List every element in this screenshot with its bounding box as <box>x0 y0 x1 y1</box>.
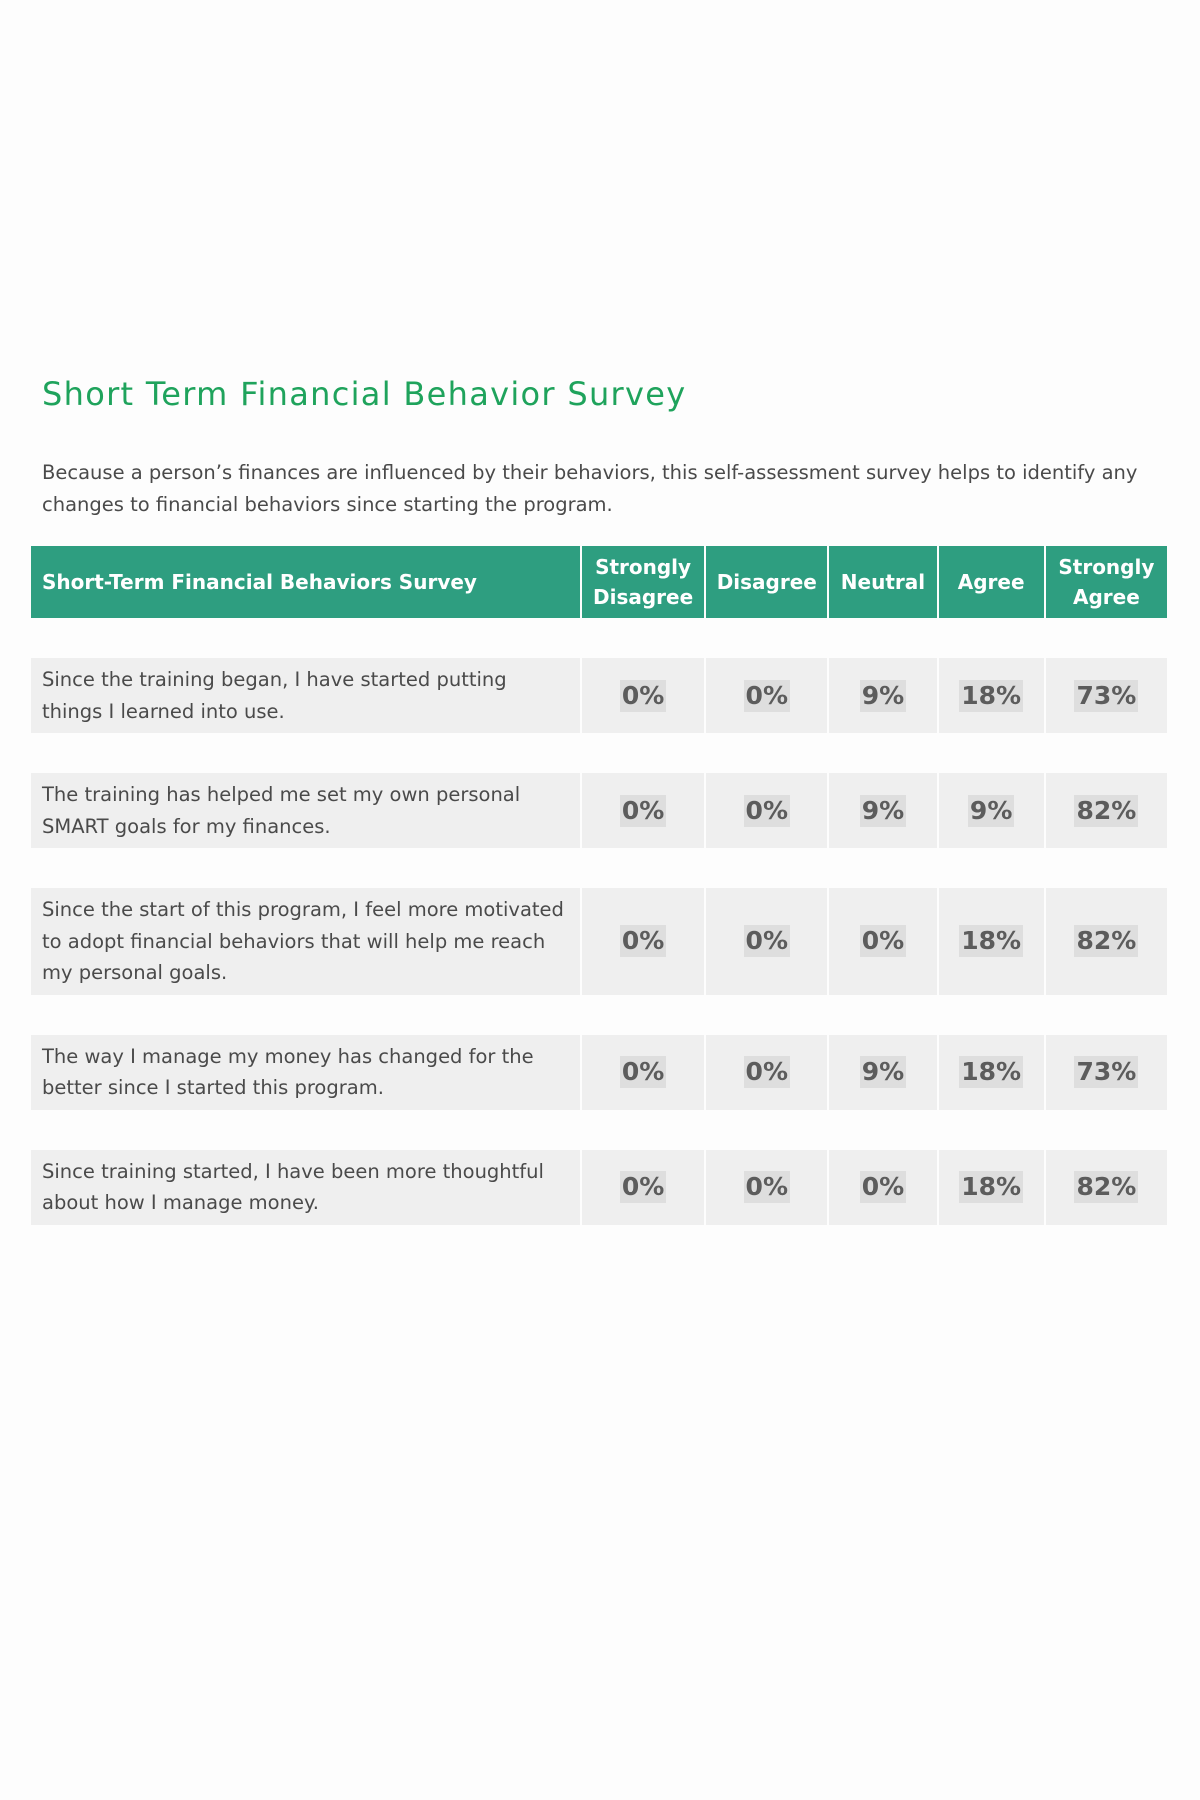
cell-agree <box>939 658 1044 733</box>
percent-value: 0% <box>621 795 665 825</box>
table-header <box>31 546 1167 618</box>
cell-neutral <box>829 773 936 848</box>
cell-strongly-disagree <box>582 1035 704 1110</box>
row-question: Since the training began, I have started putting things I learned into use. <box>31 658 580 733</box>
cell-disagree <box>706 1150 827 1225</box>
header-question: Short-Term Financial Behaviors Survey <box>31 546 580 618</box>
cell-agree <box>939 888 1044 995</box>
cell-neutral <box>829 1150 936 1225</box>
cell-disagree <box>706 658 827 733</box>
cell-strongly-disagree <box>582 658 704 733</box>
percent-value: 9% <box>861 795 905 825</box>
percent-value: 0% <box>621 1057 665 1086</box>
percent-value: 9% <box>861 680 905 710</box>
table-row <box>31 658 1167 733</box>
percent-value: 0% <box>745 1172 788 1201</box>
percent-value: 0% <box>745 1057 788 1086</box>
table-body <box>31 658 1167 1225</box>
header-agree: Agree <box>939 546 1044 618</box>
percent-value: 82% <box>1076 926 1137 956</box>
table-row <box>31 1035 1167 1110</box>
cell-agree <box>939 773 1044 848</box>
percent-value: 18% <box>961 680 1022 710</box>
cell-agree <box>939 1035 1044 1110</box>
intro-paragraph: Because a person’s finances are influenced by their behaviors, this self-assessment survey helps to identify any changes to financial behaviors since starting the program. <box>42 461 1138 516</box>
percent-value: 82% <box>1076 795 1137 825</box>
header-disagree: Disagree <box>706 546 827 618</box>
cell-disagree <box>706 1035 827 1110</box>
table-row <box>31 888 1167 995</box>
percent-value: 0% <box>745 926 788 956</box>
cell-disagree <box>706 888 827 995</box>
percent-value: 0% <box>745 680 788 710</box>
cell-disagree <box>706 773 827 848</box>
percent-value: 0% <box>621 926 665 956</box>
cell-agree <box>939 1150 1044 1225</box>
cell-neutral <box>829 888 936 995</box>
cell-strongly-agree <box>1046 888 1167 995</box>
row-question: The training has helped me set my own personal SMART goals for my finances. <box>31 773 580 848</box>
percent-value: 0% <box>745 795 788 825</box>
percent-value: 73% <box>1076 1057 1137 1086</box>
percent-value: 18% <box>961 1057 1022 1086</box>
header-neutral: Neutral <box>829 546 936 618</box>
row-question: The way I manage my money has changed for the better since I started this program. <box>31 1035 580 1110</box>
cell-strongly-agree <box>1046 658 1167 733</box>
percent-value: 18% <box>961 1172 1022 1201</box>
survey-table <box>29 506 1169 1265</box>
percent-value: 9% <box>969 795 1013 825</box>
cell-strongly-disagree <box>582 1150 704 1225</box>
row-question: Since the start of this program, I feel more motivated to adopt financial behaviors that will help me reach my personal goals. <box>31 888 580 995</box>
survey-section <box>31 370 1171 1265</box>
percent-value: 18% <box>961 926 1022 956</box>
percent-value: 9% <box>861 1057 905 1086</box>
cell-strongly-disagree <box>582 773 704 848</box>
percent-value: 0% <box>861 1172 905 1201</box>
cell-strongly-agree <box>1046 1035 1167 1110</box>
cell-neutral <box>829 1035 936 1110</box>
row-question: Since training started, I have been more thoughtful about how I manage money. <box>31 1150 580 1225</box>
header-row <box>31 546 1167 618</box>
cell-strongly-disagree <box>582 888 704 995</box>
table-row <box>31 1150 1167 1225</box>
percent-value: 0% <box>621 680 665 710</box>
table-row <box>31 773 1167 848</box>
page-title: Short Term Financial Behavior Survey <box>42 375 687 413</box>
cell-strongly-agree <box>1046 1150 1167 1225</box>
cell-neutral <box>829 658 936 733</box>
percent-value: 0% <box>861 926 905 956</box>
percent-value: 82% <box>1076 1172 1137 1201</box>
header-strongly-disagree: Strongly Disagree <box>582 546 704 618</box>
percent-value: 0% <box>621 1172 665 1201</box>
header-strongly-agree: Strongly Agree <box>1046 546 1167 618</box>
cell-strongly-agree <box>1046 773 1167 848</box>
percent-value: 73% <box>1076 680 1137 710</box>
